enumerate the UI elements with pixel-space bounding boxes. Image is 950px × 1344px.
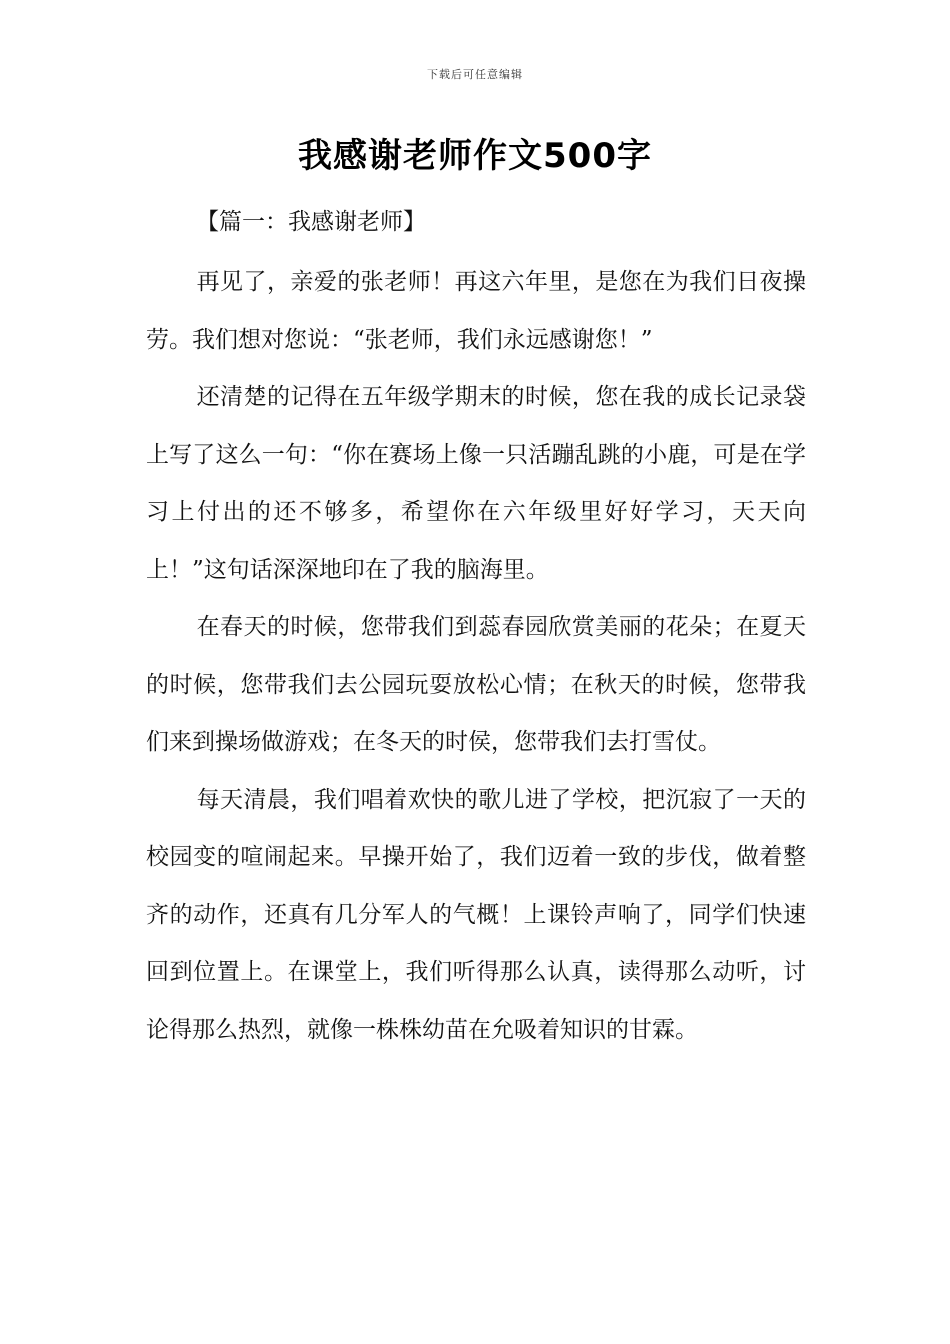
paragraph-2: 还清楚的记得在五年级学期末的时候，您在我的成长记录袋上写了这么一句：“你在赛场上像一只活蹦乱跳的小鹿，可是在学习上付出的还不够多，希望你在六年级里好好学习，天天向上！”这句话深深地印在了我的脑海里。 — [146, 384, 806, 583]
essay-body — [146, 254, 806, 1059]
header-note: 下载后可任意编辑 — [427, 68, 523, 81]
paragraph-4: 每天清晨，我们唱着欢快的歌儿进了学校，把沉寂了一天的校园变的喧闹起来。早操开始了，我们迈着一致的步伐，做着整齐的动作，还真有几分军人的气概！上课铃声响了，同学们快速回到位置上。在课堂上，我们听得那么认真，读得那么动听，讨论得那么热烈，就像一株株幼苗在允吸着知识的甘霖。 — [146, 786, 806, 1043]
paragraph-3: 在春天的时候，您带我们到蕊春园欣赏美丽的花朵；在夏天的时候，您带我们去公园玩耍放松心情；在秋天的时候，您带我们来到操场做游戏；在冬天的时侯，您带我们去打雪仗。 — [146, 614, 806, 755]
page-title: 我感谢老师作文500字 — [298, 136, 652, 176]
section-heading: 【篇一：我感谢老师】 — [196, 209, 426, 235]
paragraph-1: 再见了，亲爱的张老师！再这六年里，是您在为我们日夜操劳。我们想对您说：“张老师，我们永远感谢您！” — [146, 269, 806, 353]
